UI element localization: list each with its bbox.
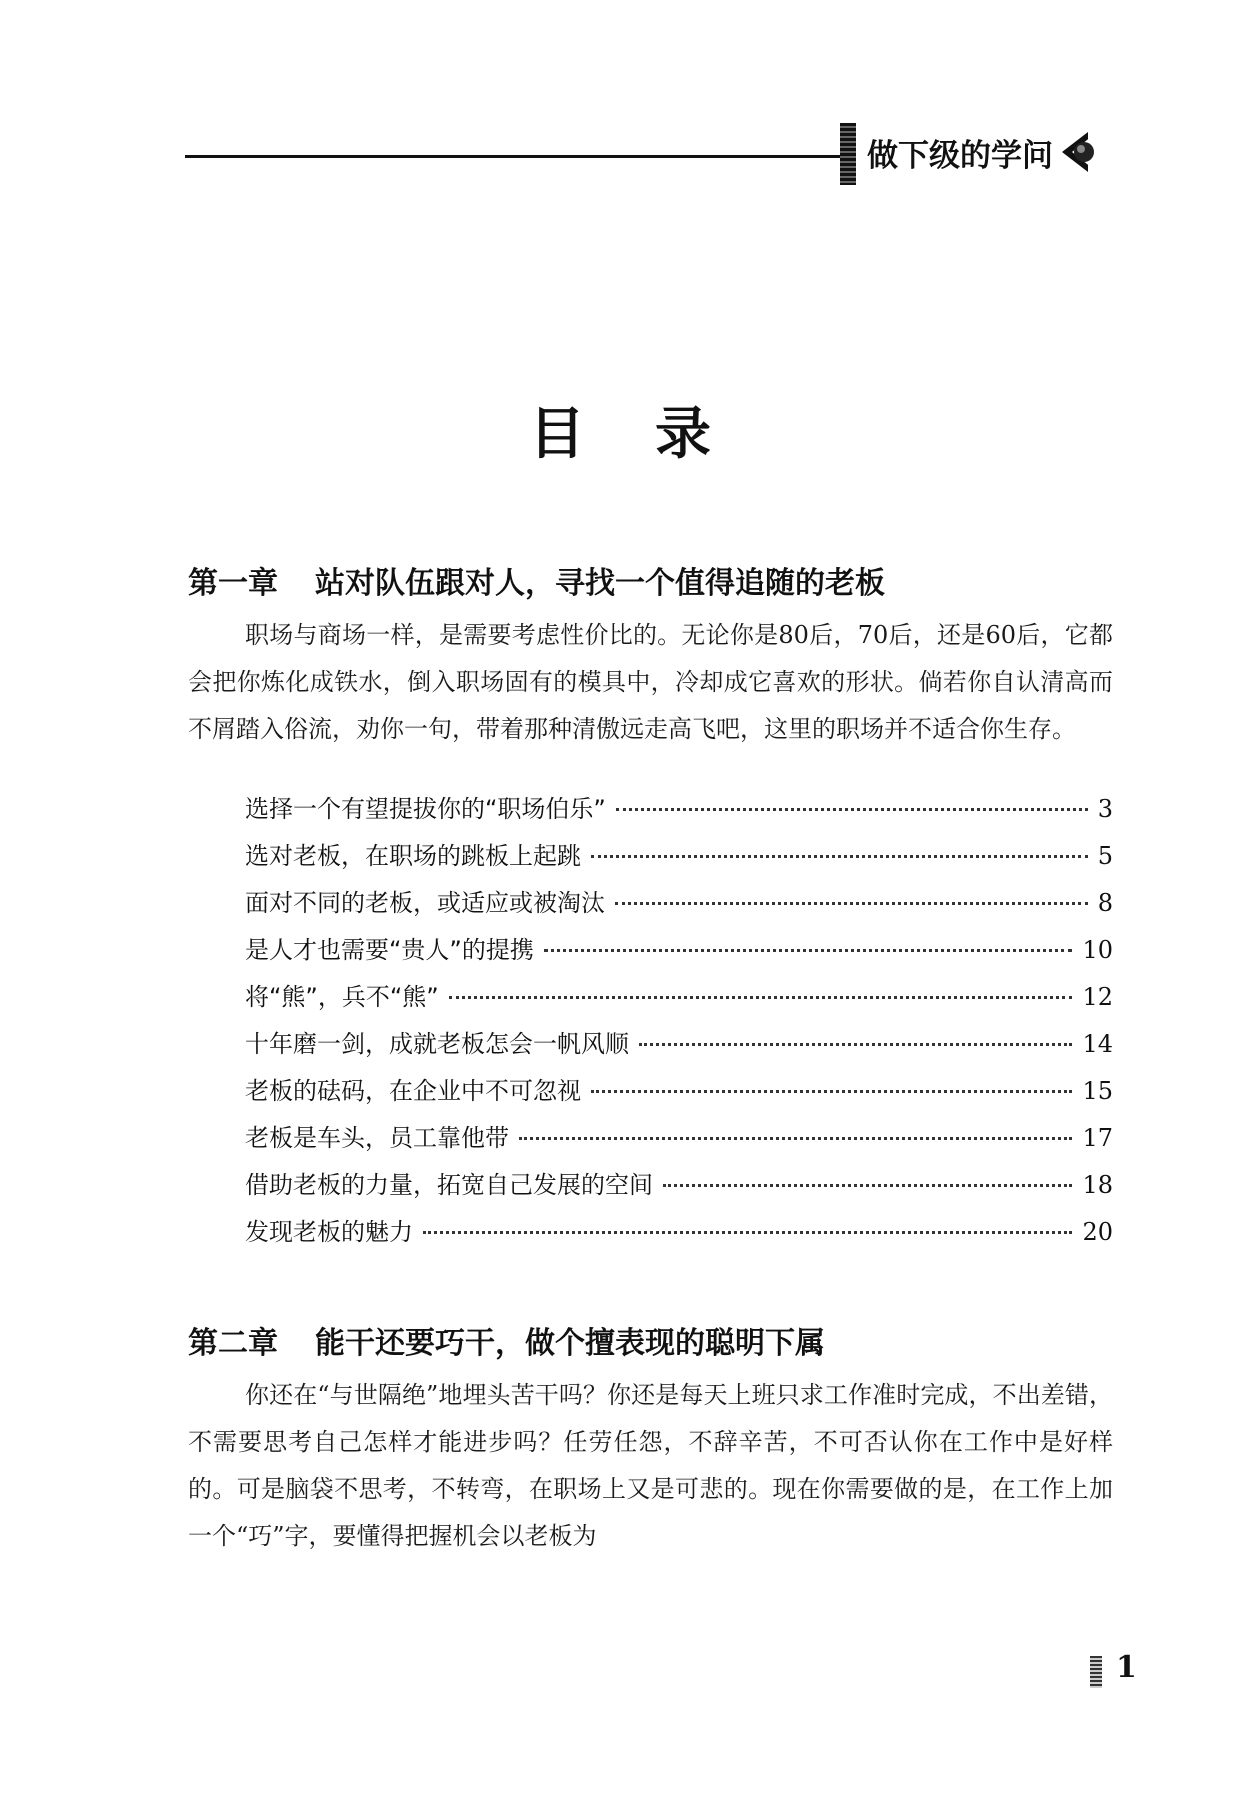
toc-entry[interactable] bbox=[245, 1118, 1113, 1165]
dot-leader bbox=[615, 902, 1088, 905]
footer-mark bbox=[1090, 1656, 1102, 1688]
entry-title: 选对老板，在职场的跳板上起跳 bbox=[245, 842, 581, 870]
toc-entry[interactable] bbox=[245, 789, 1113, 836]
dot-leader bbox=[663, 1184, 1072, 1187]
chapter-description: 职场与商场一样，是需要考虑性价比的。无论你是80后，70后，还是60后，它都会把你炼化成铁水，倒入职场固有的模具中，冷却成它喜欢的形状。倘若你自认清高而不屑踏入俗流，劝你一句，带着那种清傲远走高飞吧，这里的职场并不适合你生存。 bbox=[188, 621, 1113, 743]
entry-title: 将“熊”，兵不“熊” bbox=[245, 983, 439, 1011]
dot-leader bbox=[449, 996, 1073, 999]
dot-leader bbox=[519, 1137, 1072, 1140]
entry-title: 发现老板的魅力 bbox=[245, 1218, 413, 1246]
running-header bbox=[185, 118, 1105, 188]
entry-page: 18 bbox=[1082, 1171, 1113, 1199]
dot-leader bbox=[591, 855, 1088, 858]
toc-entry[interactable] bbox=[245, 1024, 1113, 1071]
dot-leader bbox=[616, 808, 1088, 811]
chapter-2 bbox=[188, 1322, 1113, 1560]
book-title: 做下级的学问 bbox=[867, 138, 1053, 174]
chapter-title: 能干还要巧干，做个擅表现的聪明下属 bbox=[315, 1326, 825, 1361]
dot-leader bbox=[591, 1090, 1072, 1093]
toc-entry[interactable] bbox=[245, 883, 1113, 930]
entry-page: 8 bbox=[1097, 889, 1113, 917]
entry-page: 5 bbox=[1097, 842, 1113, 870]
entry-title: 十年磨一剑，成就老板怎会一帆风顺 bbox=[245, 1030, 629, 1058]
entry-page: 15 bbox=[1082, 1077, 1113, 1105]
entry-title: 面对不同的老板，或适应或被淘汰 bbox=[245, 889, 605, 917]
chapter-1 bbox=[188, 562, 1113, 1259]
entry-page: 3 bbox=[1097, 795, 1113, 823]
dot-leader bbox=[423, 1231, 1072, 1234]
dot-leader bbox=[544, 949, 1073, 952]
toc-entry[interactable] bbox=[245, 930, 1113, 977]
header-bar bbox=[840, 123, 856, 185]
entry-page: 12 bbox=[1082, 983, 1113, 1011]
chapter-heading bbox=[188, 562, 1113, 606]
chapter-number: 第一章 bbox=[188, 566, 278, 601]
toc-entry[interactable] bbox=[245, 1071, 1113, 1118]
entry-title: 老板的砝码，在企业中不可忽视 bbox=[245, 1077, 581, 1105]
entry-page: 20 bbox=[1082, 1218, 1113, 1246]
chapter-title: 站对队伍跟对人，寻找一个值得追随的老板 bbox=[315, 566, 885, 601]
dot-leader bbox=[639, 1043, 1072, 1046]
entry-page: 17 bbox=[1082, 1124, 1113, 1152]
toc-entry[interactable] bbox=[245, 1165, 1113, 1212]
header-rule bbox=[185, 155, 840, 158]
chapter-number: 第二章 bbox=[188, 1326, 278, 1361]
toc-entry[interactable] bbox=[245, 836, 1113, 883]
entry-page: 14 bbox=[1082, 1030, 1113, 1058]
entry-title: 选择一个有望提拔你的“职场伯乐” bbox=[245, 795, 606, 823]
entry-page: 10 bbox=[1082, 936, 1113, 964]
chapter-heading bbox=[188, 1322, 1113, 1366]
toc-entry[interactable] bbox=[245, 1212, 1113, 1259]
toc-entries bbox=[188, 789, 1113, 1259]
toc-entry[interactable] bbox=[245, 977, 1113, 1024]
emblem-icon bbox=[1048, 126, 1100, 178]
entry-title: 老板是车头，员工靠他带 bbox=[245, 1124, 509, 1152]
chapter-description: 你还在“与世隔绝”地埋头苦干吗？你还是每天上班只求工作准时完成，不出差错，不需要思考自己怎样才能进步吗？任劳任怨，不辞辛苦，不可否认你在工作中是好样的。可是脑袋不思考，不转弯，在职场上又是可悲的。现在你需要做的是，在工作上加一个“巧”字，要懂得把握机会以老板为 bbox=[188, 1381, 1113, 1550]
entry-title: 是人才也需要“贵人”的提携 bbox=[245, 936, 534, 964]
entry-title: 借助老板的力量，拓宽自己发展的空间 bbox=[245, 1171, 653, 1199]
toc-title: 目录 bbox=[529, 402, 781, 467]
page-number: 1 bbox=[1116, 1650, 1137, 1685]
